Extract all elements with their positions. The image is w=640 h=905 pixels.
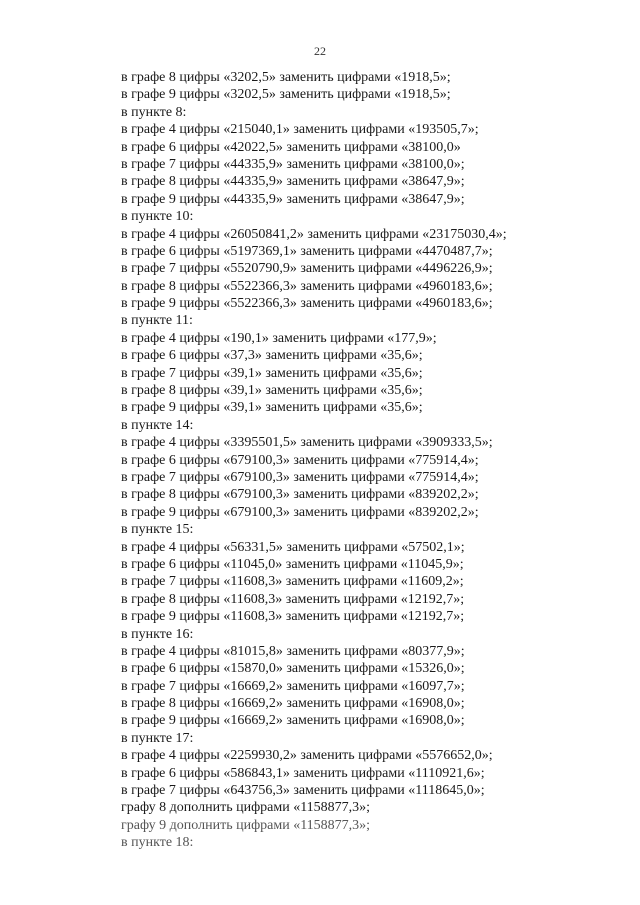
text-line: в графе 8 цифры «44335,9» заменить цифрами «38647,9»; (121, 174, 465, 190)
text-line: в графе 7 цифры «679100,3» заменить цифрами «775914,4»; (121, 469, 479, 485)
section-heading: в пункте 15: (121, 522, 194, 538)
text-line: в графе 6 цифры «586843,1» заменить цифрами «1110921,6»; (121, 765, 485, 781)
text-line: в графе 7 цифры «44335,9» заменить цифрами «38100,0»; (121, 156, 465, 172)
text-line: в графе 6 цифры «37,3» заменить цифрами «35,6»; (121, 348, 423, 364)
document-body (121, 69, 621, 852)
text-line: в графе 9 цифры «5522366,3» заменить цифрами «4960183,6»; (121, 296, 493, 312)
text-line: графу 9 дополнить цифрами «1158877,3»; (121, 817, 371, 833)
text-line: в графе 4 цифры «26050841,2» заменить цифрами «23175030,4»; (121, 226, 507, 242)
text-line: в графе 4 цифры «81015,8» заменить цифрами «80377,9»; (121, 643, 465, 659)
section-heading: в пункте 16: (121, 626, 194, 642)
text-line: в графе 6 цифры «679100,3» заменить цифрами «775914,4»; (121, 452, 479, 468)
text-line: в графе 4 цифры «215040,1» заменить цифрами «193505,7»; (121, 122, 479, 138)
text-line: в графе 4 цифры «3395501,5» заменить цифрами «3909333,5»; (121, 435, 493, 451)
text-line: в графе 6 цифры «11045,0» заменить цифрами «11045,9»; (121, 556, 464, 572)
text-line: в графе 9 цифры «3202,5» заменить цифрами «1918,5»; (121, 87, 451, 103)
text-line: в графе 4 цифры «56331,5» заменить цифрами «57502,1»; (121, 539, 465, 555)
section-heading: в пункте 11: (121, 313, 193, 329)
text-line: в графе 9 цифры «44335,9» заменить цифрами «38647,9»; (121, 191, 465, 207)
text-line: графу 8 дополнить цифрами «1158877,3»; (121, 800, 371, 816)
page-number: 22 (314, 44, 326, 58)
section-heading: в пункте 14: (121, 417, 194, 433)
text-line: в графе 8 цифры «679100,3» заменить цифрами «839202,2»; (121, 487, 479, 503)
text-line: в графе 9 цифры «16669,2» заменить цифрами «16908,0»; (121, 713, 465, 729)
text-line: в графе 6 цифры «5197369,1» заменить цифрами «4470487,7»; (121, 243, 493, 259)
text-line: в графе 9 цифры «39,1» заменить цифрами «35,6»; (121, 400, 423, 416)
text-line: в графе 7 цифры «5520790,9» заменить цифрами «4496226,9»; (121, 261, 493, 277)
text-line: в графе 8 цифры «5522366,3» заменить цифрами «4960183,6»; (121, 278, 493, 294)
text-line: в графе 4 цифры «2259930,2» заменить цифрами «5576652,0»; (121, 748, 493, 764)
section-heading: в пункте 18: (121, 835, 194, 851)
text-line: в графе 4 цифры «190,1» заменить цифрами «177,9»; (121, 330, 437, 346)
text-line: в графе 6 цифры «15870,0» заменить цифрами «15326,0»; (121, 661, 465, 677)
text-line: в графе 7 цифры «643756,3» заменить цифрами «1118645,0»; (121, 783, 485, 799)
text-line: в графе 8 цифры «16669,2» заменить цифрами «16908,0»; (121, 696, 465, 712)
text-line: в графе 7 цифры «39,1» заменить цифрами «35,6»; (121, 365, 423, 381)
text-line: в графе 8 цифры «11608,3» заменить цифрами «12192,7»; (121, 591, 465, 607)
section-heading: в пункте 17: (121, 730, 194, 746)
text-line: в графе 7 цифры «11608,3» заменить цифрами «11609,2»; (121, 574, 464, 590)
text-line: в графе 6 цифры «42022,5» заменить цифрами «38100,0» (121, 139, 461, 155)
text-line: в графе 8 цифры «39,1» заменить цифрами «35,6»; (121, 383, 423, 399)
text-line: в графе 7 цифры «16669,2» заменить цифрами «16097,7»; (121, 678, 465, 694)
section-heading: в пункте 10: (121, 209, 194, 225)
text-line: в графе 9 цифры «11608,3» заменить цифрами «12192,7»; (121, 609, 465, 625)
text-line: в графе 9 цифры «679100,3» заменить цифрами «839202,2»; (121, 504, 479, 520)
section-heading: в пункте 8: (121, 104, 187, 120)
text-line: в графе 8 цифры «3202,5» заменить цифрами «1918,5»; (121, 70, 451, 85)
